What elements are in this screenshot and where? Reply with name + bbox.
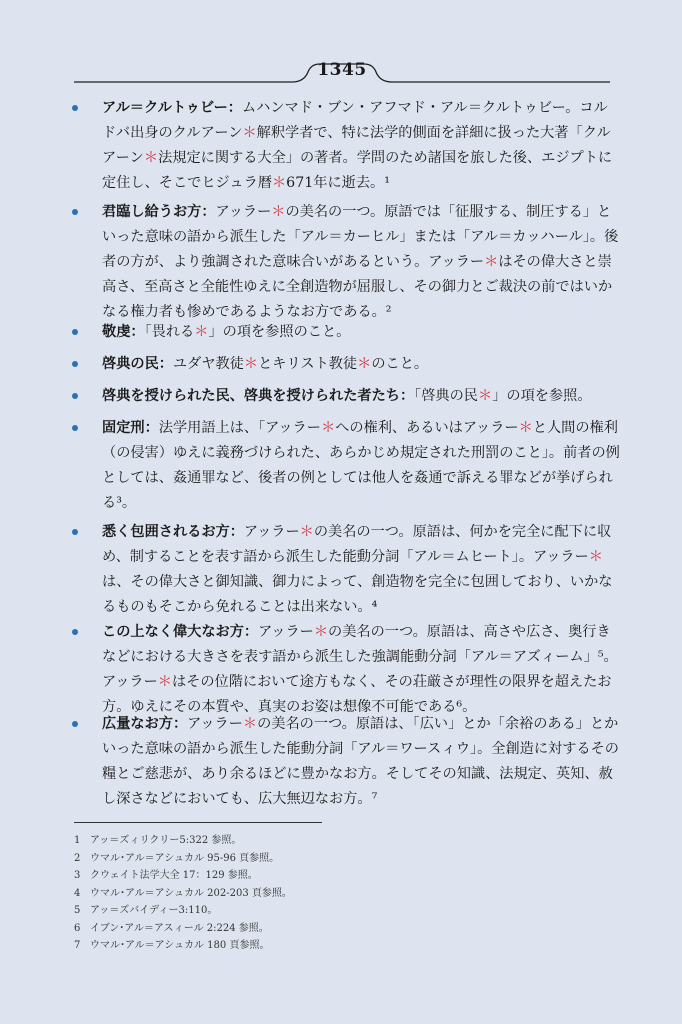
bullet-icon (72, 209, 78, 215)
entry-term: 啓典を授けられた民、啓典を授けられた者たち： (102, 388, 415, 404)
entry-description: ユダヤ教徒＊とキリスト教徒＊のこと。 (172, 356, 429, 372)
asterisk-mark: ＊ (484, 254, 499, 270)
entry-term: 君臨し給うお方： (102, 204, 216, 220)
footnote-text: クウェイト法学大全 17：129 参照。 (90, 870, 258, 881)
entry-1 (68, 96, 620, 196)
footnote (74, 937, 614, 955)
footnote-text: アッ＝ズバイディー3:110。 (90, 905, 218, 916)
bullet-icon (72, 529, 78, 535)
entry-term: 啓典の民： (102, 356, 173, 372)
bullet-icon (72, 629, 78, 635)
entry-4 (68, 352, 620, 377)
footnote-number: 4 (74, 887, 81, 899)
asterisk-mark: ＊ (320, 420, 336, 436)
page-number: 1345 (317, 60, 367, 80)
entry-6 (68, 416, 620, 516)
entry-term: 固定刑： (102, 420, 159, 436)
footnote (74, 885, 614, 903)
asterisk-mark: ＊ (518, 420, 533, 436)
asterisk-mark: ＊ (157, 674, 172, 690)
footnote-text: アッ＝ズィリクリー5:322 参照。 (90, 835, 242, 846)
entry-description: アッラー＊の美名の一つ。原語は、「広い」とか「余裕のある」とかいった意味の語から派生した能動分詞「アル＝ワースィウ」。全創造に対するその糧とご慈悲が、あり余るほどに豊かなお方。そしてその知識、法規定、英知、赦し深さなどにおいても、広大無辺なお方。⁷ (102, 716, 619, 807)
entry-3 (68, 320, 620, 345)
asterisk-mark: ＊ (313, 624, 329, 640)
asterisk-mark: ＊ (242, 125, 257, 141)
footnote-number: 1 (74, 835, 81, 846)
footnote-number: 2 (74, 852, 81, 864)
footnote-text: ウマル･アル＝アシュカル 95-96 頁参照。 (90, 852, 280, 864)
footnote-number: 5 (74, 905, 81, 916)
footnote-number: 6 (74, 922, 81, 934)
bullet-icon (72, 721, 78, 727)
footnote-text: イブン･アル＝アスィール 2:224 参照。 (90, 922, 269, 934)
entry-term: 悉く包囲されるお方： (102, 524, 244, 540)
asterisk-mark: ＊ (299, 524, 314, 540)
asterisk-mark: ＊ (588, 549, 603, 565)
bullet-icon (72, 393, 78, 399)
entry-term: アル＝クルトゥビー： (102, 100, 242, 116)
footnotes (74, 832, 614, 955)
entry-description: アッラー＊の美名の一つ。原語では「征服する、制圧する」といった意味の語から派生した「アル＝カーヒル」または「アル＝カッハール」。後者の方が、より強調された意味合いがあるという。アッラー＊はその偉大さと崇高さ、至高さと全能性ゆえに全創造物が屈服し、その御力とご裁決の前ではいかなる権力者も惨めであるようなお方である。² (102, 204, 619, 320)
footnote (74, 920, 614, 938)
footnote (74, 832, 614, 850)
entry-description: 「畏れる＊」の項を参照のこと。 (144, 324, 351, 340)
bullet-icon (72, 329, 78, 335)
entry-description: 法学用語上は、「アッラー＊への権利、あるいはアッラー＊と人間の権利（の侵害）ゆえに義務づけられた、あらかじめ規定された刑罰のこと」。前者の例としては、姦通罪など、後者の例としては他人を姦通で訴える罪などが挙げられる³。 (102, 420, 620, 511)
page-header (74, 58, 610, 88)
entry-8 (68, 620, 620, 720)
asterisk-mark: ＊ (243, 356, 259, 372)
entry-description: アッラー＊の美名の一つ。原語は、高さや広さ、奥行きなどにおける大きさを表す語から派生した強調能動分詞「アル＝アズィーム」⁵。アッラー＊はその位階において途方もなく、その荘厳さが理性の限界を超えたお方。ゆえにその本質や、真実のお姿は想像不可能である⁶。 (102, 624, 618, 715)
asterisk-mark: ＊ (477, 388, 493, 404)
entry-term: 敬虔： (102, 324, 145, 340)
entry-description: ムハンマド・ブン・アフマド・アル＝クルトゥビー。コルドバ出身のクルアーン＊解釈学者で、特に法学的側面を詳細に扱った大著「クルアーン＊法規定に関する大全」の著者。学問のため諸国を旅した後、エジプトに定住し、そこでヒジュラ暦＊671年に逝去。¹ (102, 100, 613, 191)
entry-description: 「啓典の民＊」の項を参照。 (414, 388, 592, 404)
entry-2 (68, 200, 620, 325)
entry-term: 広量なお方： (102, 716, 188, 732)
footnote (74, 850, 614, 868)
entry-9 (68, 712, 620, 812)
asterisk-mark: ＊ (194, 324, 209, 340)
footnote-text: ウマル･アル＝アシュカル 180 頁参照。 (90, 940, 270, 951)
asterisk-mark: ＊ (242, 716, 258, 732)
bullet-icon (72, 361, 78, 367)
bullet-icon (72, 425, 78, 431)
asterisk-mark: ＊ (271, 175, 287, 191)
entry-description: アッラー＊の美名の一つ。原語は、何かを完全に配下に収め、制することを表す語から派生した能動分詞「アル＝ムヒート」。アッラー＊は、その偉大さと御知識、御力によって、創造物を完全に包囲しており、いかなるものもそこから免れることは出来ない。⁴ (102, 524, 613, 615)
footnote-number: 3 (74, 870, 81, 881)
footnote (74, 867, 614, 885)
asterisk-mark: ＊ (143, 150, 159, 166)
footnote-text: ウマル･アル＝アシュカル 202-203 頁参照。 (90, 887, 292, 899)
asterisk-mark: ＊ (357, 356, 372, 372)
footnote (74, 902, 614, 920)
entry-7 (68, 520, 620, 620)
asterisk-mark: ＊ (271, 204, 286, 220)
bullet-icon (72, 105, 78, 111)
entry-5 (68, 384, 620, 409)
footnote-number: 7 (74, 940, 81, 951)
entry-term: この上なく偉大なお方： (102, 624, 259, 640)
footnote-divider (74, 822, 322, 823)
